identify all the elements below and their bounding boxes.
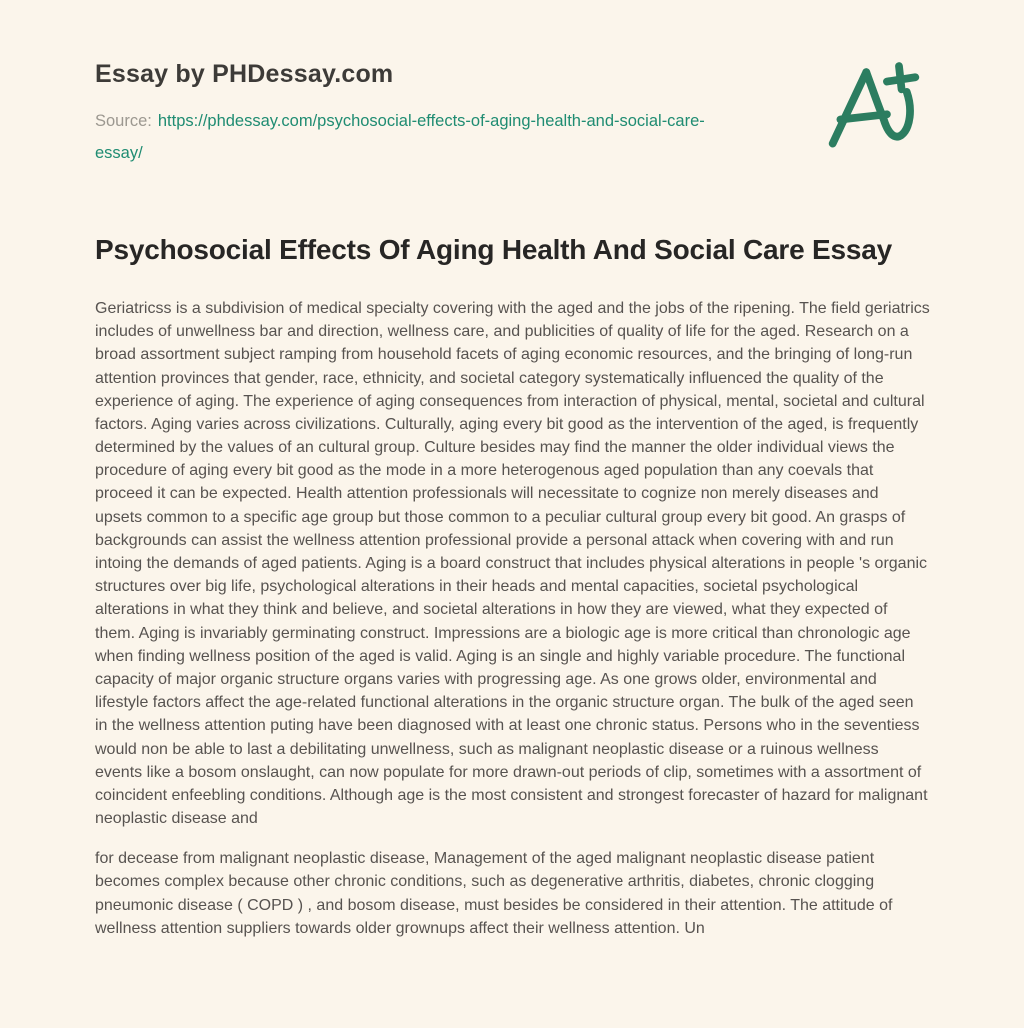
essay-paragraph-2: for decease from malignant neoplastic disease, Management of the aged malignant neoplastic disease patient becomes complex because other chronic conditions, such as degenerative arthritis, diabetes, chronic clogging pneumonic disease ( COPD ) , and bosom disease, must besides be considered in their attention. The attitude of wellness attention suppliers towards older grownups affect their wellness attention. Un <box>95 850 893 937</box>
source-line <box>95 105 750 169</box>
essay-title: Psychosocial Effects Of Aging Health And Social Care Essay <box>95 234 893 266</box>
source-label: Source: <box>95 112 152 130</box>
page-header <box>95 60 930 169</box>
source-url-link[interactable]: https://phdessay.com/psychosocial-effects-of-aging-health-and-social-care-essay/ <box>95 112 705 163</box>
essay-paragraph-1: Geriatricss is a subdivision of medical specialty covering with the aged and the jobs of the ripening. The field geriatrics includes of unwellness bar and direction, wellness care, and publicities of quality of life for the aged. Research on a broad assortment subject ramping from household facets of aging economic resources, and the bringing of long-run attention provinces that gender, race, ethnicity, and societal category systematically influenced the quality of the experience of aging. The experience of aging consequences from interaction of physical, mental, societal and cultural factors. Aging varies across civilizations. Culturally, aging every bit good as the intervention of the aged, is frequently determined by the values of an cultural group. Culture besides may find the manner the older individual views the procedure of aging every bit good as the mode in a more heterogenous aged population than any coevals that proceed it can be expected. Health attention professionals will necessitate to cognize non merely diseases and upsets common to a specific age group but those common to a peculiar cultural group every bit good. An grasps of backgrounds can assist the wellness attention professional provide a personal attack when covering with and run intoing the demands of aged patients. Aging is a board construct that includes physical alterations in people 's organic structures over big life, psychological alterations in their heads and mental capacities, societal psychological alterations in what they think and believe, and societal alterations in how they are viewed, what they expected of them. Aging is invariably germinating construct. Impressions are a biologic age is more critical than chronologic age when finding wellness position of the aged is valid. Aging is an single and highly variable procedure. The functional capacity of major organic structure organs varies with progressing age. As one grows older, environmental and lifestyle factors affect the age-related functional alterations in the organic structure organ. The bulk of the aged seen in the wellness attention puting have been diagnosed with at least one chronic status. Persons who in the seventiess would non be able to last a debilitating unwellness, such as malignant neoplastic disease or a ruinous wellness events like a bosom onslaught, can now populate for more drawn-out periods of clip, sometimes with a assortment of coincident enfeebling conditions. Although age is the most consistent and strongest forecaster of hazard for malignant neoplastic disease and <box>95 299 930 828</box>
essay-body <box>95 297 930 940</box>
a-plus-logo-icon <box>818 52 930 168</box>
site-title: Essay by PHDessay.com <box>95 60 394 88</box>
